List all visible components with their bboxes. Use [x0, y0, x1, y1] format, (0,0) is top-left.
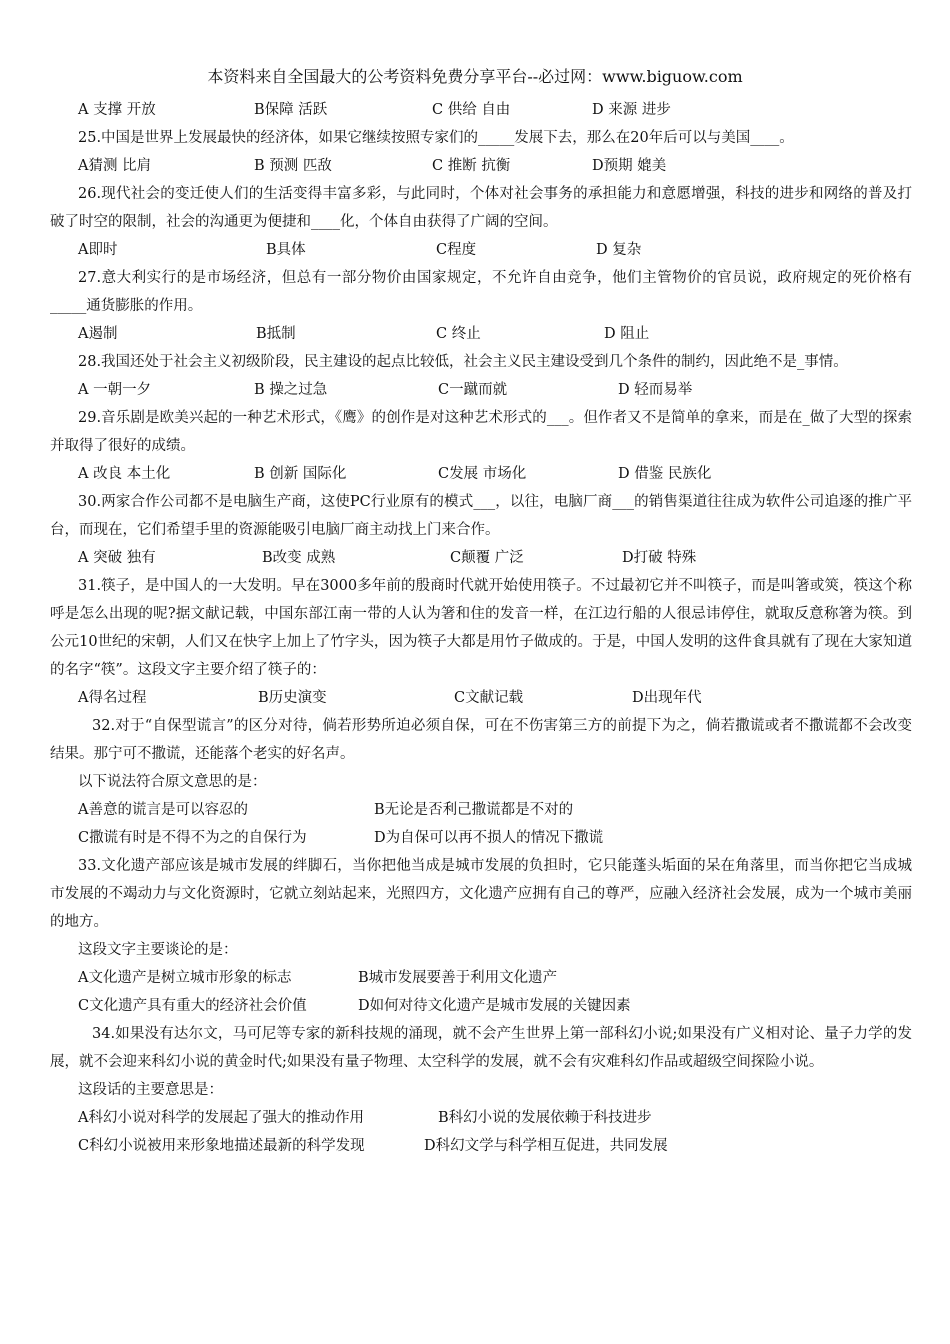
q33-options-row-2 — [50, 992, 912, 1020]
question-30: 30.两家合作公司都不是电脑生产商，这使PC行业原有的模式___，以往，电脑厂商___的销售渠道往往成为软件公司追逐的推广平台，而现在，它们希望手里的资源能吸引电脑厂商主动找上门来合作。 — [50, 494, 912, 538]
option-b: B改变 成熟 — [262, 550, 336, 566]
q34-options-row-2 — [50, 1132, 912, 1160]
question-33-stem: 这段文字主要谈论的是： — [78, 942, 238, 958]
question-32: 32.对于“自保型谎言”的区分对待，倘若形势所迫必须自保，可在不伤害第三方的前提下为之，倘若撒谎或者不撒谎都不会改变结果。那宁可不撒谎，还能落个老实的好名声。 — [50, 718, 912, 762]
option-d: D 来源 进步 — [592, 102, 671, 118]
question-28: 28.我国还处于社会主义初级阶段，民主建设的起点比较低，社会主义民主建设受到几个条件的制约，因此绝不是_事情。 — [78, 354, 848, 370]
option-c: C一蹴而就 — [438, 382, 508, 398]
option-c: C发展 市场化 — [438, 466, 527, 482]
option-c: C程度 — [436, 242, 477, 258]
question-25: 25.中国是世界上发展最快的经济体，如果它继续按照专家们的_____发展下去，那么在20年后可以与美国____。 — [78, 130, 794, 146]
option-a: A猜测 比肩 — [78, 158, 152, 174]
q25-options — [50, 152, 912, 180]
q32-options-row-2 — [50, 824, 912, 852]
question-34-stem: 这段话的主要意思是： — [78, 1082, 223, 1098]
option-d: D 轻而易举 — [618, 382, 693, 398]
option-a: A文化遗产是树立城市形象的标志 — [78, 970, 292, 986]
option-d: D 复杂 — [596, 242, 642, 258]
q26-options — [50, 236, 912, 264]
q28-options — [50, 376, 912, 404]
q27-options — [50, 320, 912, 348]
option-c: C颠覆 广泛 — [450, 550, 524, 566]
option-c: C文献记载 — [454, 690, 524, 706]
option-d: D 阻止 — [604, 326, 650, 342]
q31-options — [50, 684, 912, 712]
option-b: B具体 — [266, 242, 306, 258]
question-29: 29.音乐剧是欧美兴起的一种艺术形式，《鹰》的创作是对这种艺术形式的___。但作者又不是简单的拿来，而是在_做了大型的探索并取得了很好的成绩。 — [50, 410, 912, 454]
option-c: C 供给 自由 — [432, 102, 511, 118]
option-d: D出现年代 — [632, 690, 702, 706]
option-b: B 预测 匹敌 — [254, 158, 332, 174]
question-31: 31.筷子，是中国人的一大发明。早在3000多年前的殷商时代就开始使用筷子。不过最初它并不叫筷子，而是叫箸或筴，筷这个称呼是怎么出现的呢?据文献记载，中国东部江南一带的人认为箸和住的发音一样，在江边行船的人很忌讳停住，就取反意称箸为筷。到公元10世纪的宋朝，人们又在快字上加上了竹字头，因为筷子大都是用竹子做成的。于是，中国人发明的这件食具就有了现在大家知道的名字“筷”。这段文字主要介绍了筷子的： — [50, 578, 912, 678]
question-34: 34.如果没有达尔文，马可尼等专家的新科技规的涌现，就不会产生世界上第一部科幻小说;如果没有广义相对论、量子力学的发展，就不会迎来科幻小说的黄金时代;如果没有量子物理、太空科学的发展，就不会有灾难科幻作品或超级空间探险小说。 — [50, 1026, 912, 1070]
option-c: C撒谎有时是不得不为之的自保行为 — [78, 830, 307, 846]
page-header: 本资料来自全国最大的公考资料免费分享平台--必过网：www.biguow.com — [207, 67, 743, 86]
option-b: B无论是否利己撒谎都是不对的 — [374, 802, 574, 818]
option-b: B历史演变 — [258, 690, 327, 706]
q29-options — [50, 460, 912, 488]
option-b: B 操之过急 — [254, 382, 328, 398]
option-b: B城市发展要善于利用文化遗产 — [358, 970, 558, 986]
option-a: A 支撑 开放 — [78, 102, 156, 118]
option-b: B抵制 — [256, 326, 296, 342]
option-d: D预期 媲美 — [592, 158, 667, 174]
option-c: C 推断 抗衡 — [432, 158, 511, 174]
question-33: 33.文化遗产部应该是城市发展的绊脚石，当你把他当成是城市发展的负担时，它只能蓬头垢面的呆在角落里，而当你把它当成城市发展的不竭动力与文化资源时，它就立刻站起来，光照四方，文化遗产应拥有自己的尊严，应融入经济社会发展，成为一个城市美丽的地方。 — [50, 858, 912, 930]
option-b: B保障 活跃 — [254, 102, 328, 118]
question-list — [50, 96, 912, 1160]
option-a: A科幻小说对科学的发展起了强大的推动作用 — [78, 1110, 364, 1126]
option-a: A 一朝一夕 — [78, 382, 152, 398]
option-d: D打破 特殊 — [622, 550, 697, 566]
option-d: D如何对待文化遗产是城市发展的关键因素 — [358, 998, 631, 1014]
question-26: 26.现代社会的变迁使人们的生活变得丰富多彩，与此同时，个体对社会事务的承担能力和意愿增强，科技的进步和网络的普及打破了时空的限制，社会的沟通更为便捷和____化，个体自由获得了广阔的空间。 — [50, 186, 912, 230]
option-a: A 改良 本土化 — [78, 466, 171, 482]
q33-options-row-1 — [50, 964, 912, 992]
option-b: B科幻小说的发展依赖于科技进步 — [438, 1110, 652, 1126]
option-c: C科幻小说被用来形象地描述最新的科学发现 — [78, 1138, 365, 1154]
option-a: A遏制 — [78, 326, 118, 342]
q32-options-row-1 — [50, 796, 912, 824]
option-b: B 创新 国际化 — [254, 466, 347, 482]
question-27: 27.意大利实行的是市场经济，但总有一部分物价由国家规定，不允许自由竞争，他们主管物价的官员说，政府规定的死价格有_____通货膨胀的作用。 — [50, 270, 912, 314]
option-a: A善意的谎言是可以容忍的 — [78, 802, 248, 818]
question-32-stem: 以下说法符合原文意思的是： — [78, 774, 267, 790]
option-a: A即时 — [78, 242, 118, 258]
q24-options — [50, 96, 912, 124]
option-c: C文化遗产具有重大的经济社会价值 — [78, 998, 307, 1014]
q34-options-row-1 — [50, 1104, 912, 1132]
option-d: D为自保可以再不损人的情况下撒谎 — [374, 830, 604, 846]
option-c: C 终止 — [436, 326, 481, 342]
option-d: D 借鉴 民族化 — [618, 466, 712, 482]
option-a: A 突破 独有 — [78, 550, 156, 566]
option-d: D科幻文学与科学相互促进，共同发展 — [424, 1138, 668, 1154]
q30-options — [50, 544, 912, 572]
option-a: A得名过程 — [78, 690, 147, 706]
